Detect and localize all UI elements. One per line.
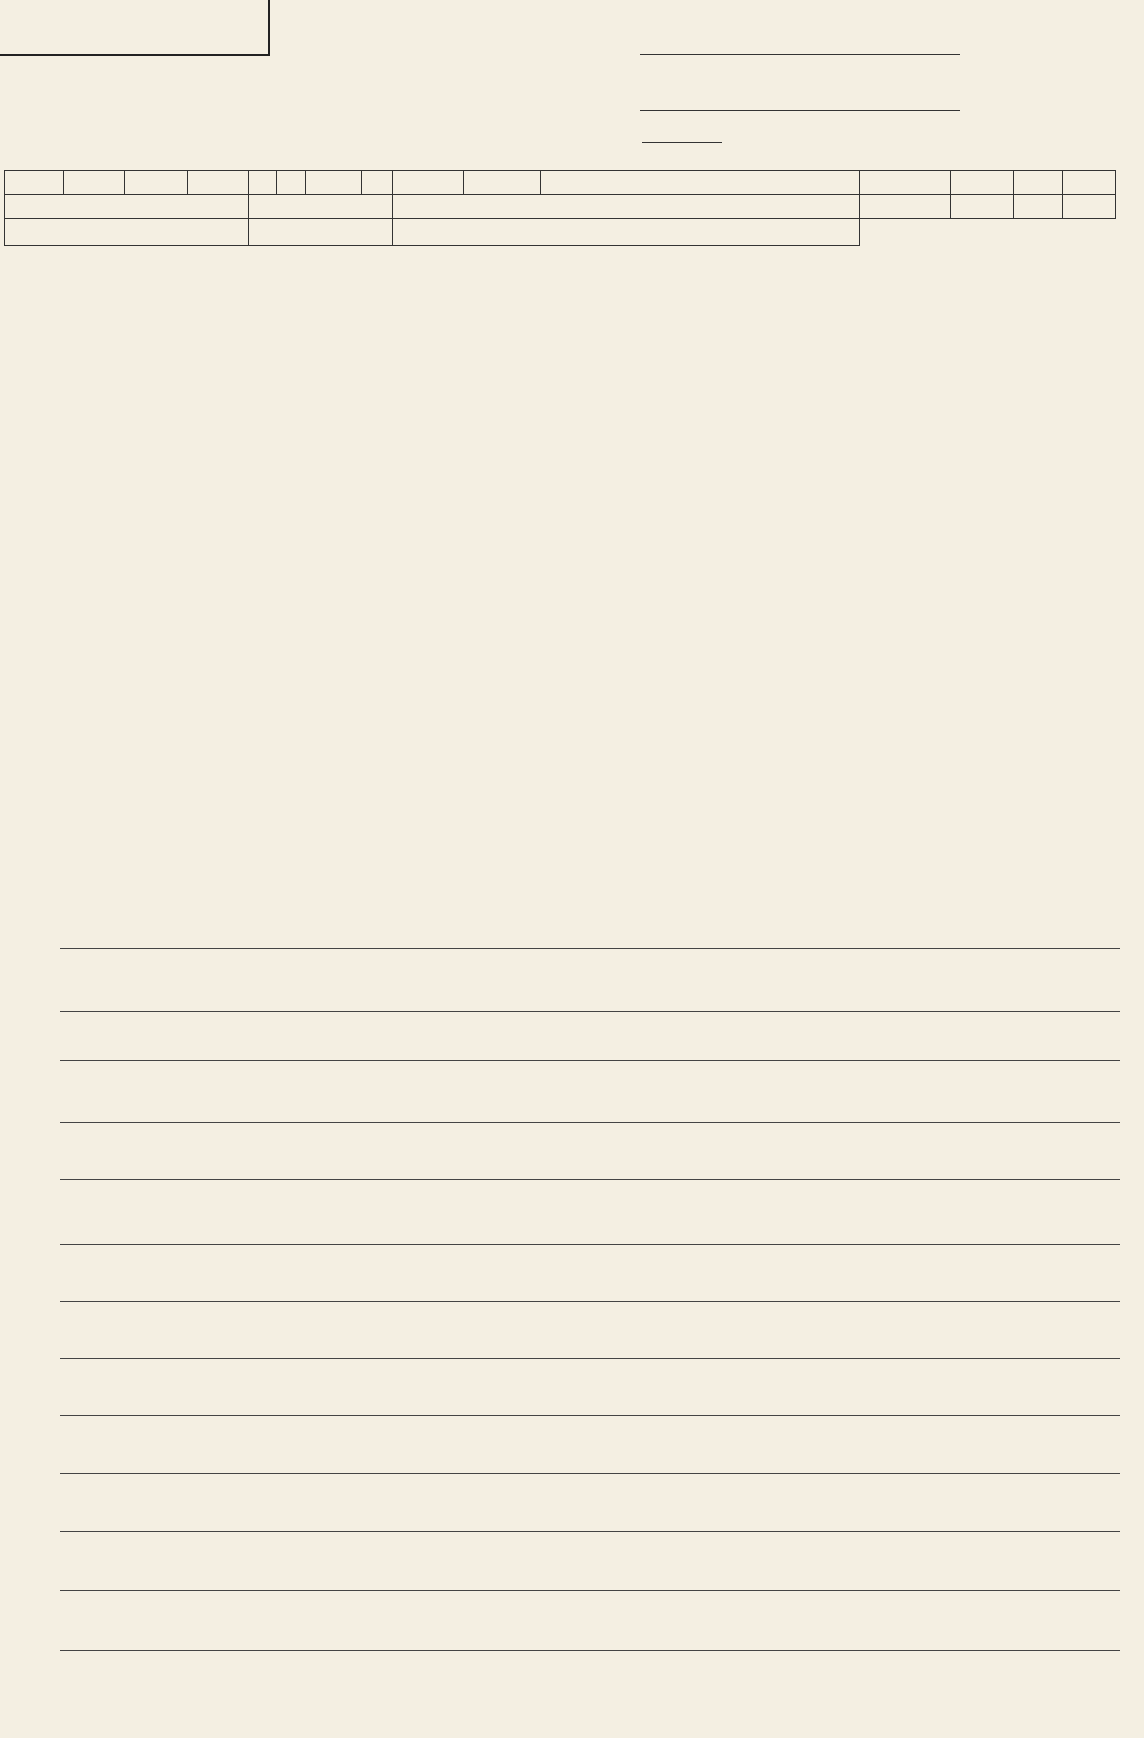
- col-br: [859, 171, 950, 195]
- blank-line-5: [60, 1531, 1120, 1532]
- plate-underline: [640, 110, 960, 111]
- form-item-sun: [60, 1032, 110, 1062]
- col-g: [5, 171, 64, 195]
- col-n: [362, 171, 392, 195]
- gap-mgz: [1063, 195, 1116, 219]
- form-item-5: [70, 1214, 84, 1240]
- form-line-sun: [60, 1060, 1120, 1061]
- form-item-1: [60, 918, 74, 951]
- cassette-underline: [642, 142, 722, 143]
- bottom-row: [5, 219, 1116, 246]
- col-f: [1014, 171, 1063, 195]
- blank-line-1: [60, 1301, 1120, 1302]
- col-t: [951, 171, 1014, 195]
- form-line-5: [60, 1244, 1120, 1245]
- form-line-2: [60, 1011, 1120, 1012]
- observer-box: [0, 0, 270, 56]
- form-line-3: [60, 1122, 1120, 1123]
- col-st: [124, 171, 187, 195]
- blank-line-6: [60, 1590, 1120, 1591]
- form-line-1: [60, 948, 1120, 949]
- col-mgz: [392, 171, 463, 195]
- blank-line-7: [60, 1650, 1120, 1651]
- col-z: [305, 171, 362, 195]
- date-underline: [640, 54, 960, 55]
- col-b: [248, 171, 276, 195]
- form-item-3: [60, 1096, 104, 1129]
- header-row: [5, 171, 1116, 195]
- col-s: [63, 171, 124, 195]
- observation-table: [4, 170, 1116, 246]
- col-s2: [277, 171, 305, 195]
- col-bem: [541, 171, 860, 195]
- col-mgz2: [1063, 171, 1116, 195]
- gap-row: [5, 195, 1116, 219]
- blank-line-4: [60, 1473, 1120, 1474]
- col-kmu: [463, 171, 540, 195]
- blank-line-2: [60, 1358, 1120, 1359]
- form-line-4: [60, 1179, 1120, 1180]
- gap-f: [1014, 195, 1063, 219]
- blank-line-3: [60, 1415, 1120, 1416]
- form-item-2: [60, 982, 82, 1013]
- gap-t: [951, 195, 1014, 219]
- col-m: [187, 171, 248, 195]
